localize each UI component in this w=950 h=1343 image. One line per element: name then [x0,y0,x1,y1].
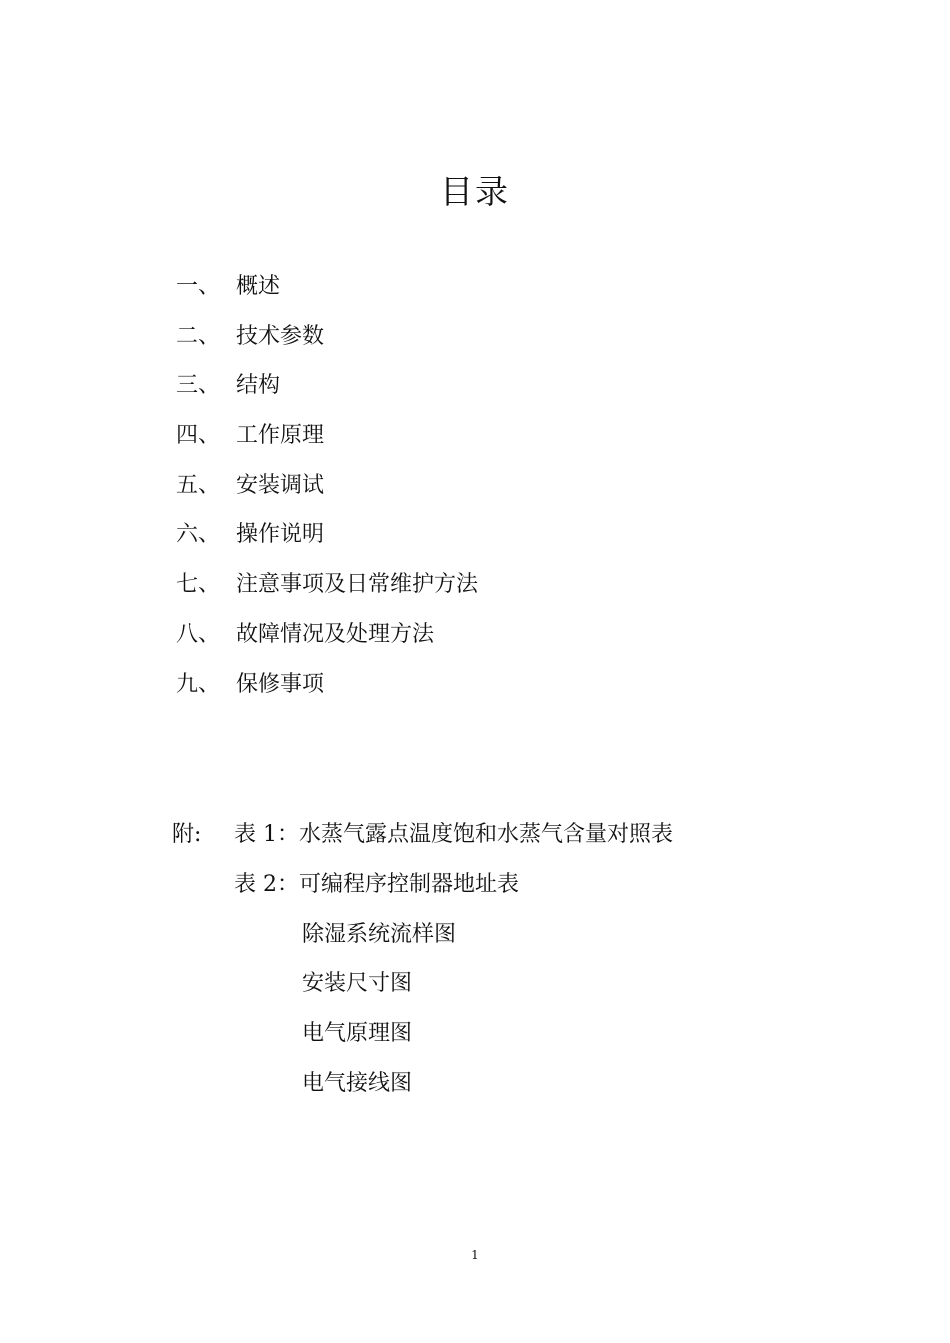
toc-item[interactable] [176,371,478,421]
toc-item-number: 六、 [176,522,221,548]
toc-item-label: 保修事项 [236,671,325,697]
appendix-item[interactable] [172,969,673,1019]
toc-item[interactable] [176,322,478,372]
appendix-item-label: 电气接线图 [302,1070,413,1096]
toc-item[interactable] [176,570,478,620]
toc-item[interactable] [176,421,478,471]
toc-item-label: 概述 [236,274,281,299]
toc-item-number: 二、 [176,323,221,349]
toc-item-label: 技术参数 [236,323,325,349]
page-number: 1 [471,1248,479,1262]
toc-item-number: 一、 [176,274,221,299]
toc-item-number: 三、 [176,373,221,399]
toc-item[interactable] [176,520,478,570]
toc-item[interactable] [176,670,478,720]
appendix-item-label: 表 1：水蒸气露点温度饱和水蒸气含量对照表 [234,822,673,847]
appendix-item-label: 表 2：可编程序控制器地址表 [234,871,519,897]
appendix-item[interactable] [172,920,673,970]
toc-item-label: 工作原理 [236,423,325,449]
appendix-item-label: 电气原理图 [302,1021,413,1047]
toc-item-number: 五、 [176,472,221,498]
toc-item-label: 安装调试 [236,472,325,498]
toc-item-label: 操作说明 [236,522,325,548]
appendix-item-label: 安装尺寸图 [302,971,413,997]
toc-item-label: 故障情况及处理方法 [236,621,435,647]
page-title: 目录 [440,172,510,211]
toc-item-number: 八、 [176,621,221,647]
appendix-prefix: 附: [172,822,202,847]
toc-item-number: 七、 [176,572,221,598]
toc-item-label: 结构 [236,373,281,399]
toc-item[interactable] [176,471,478,521]
appendix-item-label: 除湿系统流样图 [302,921,457,947]
toc-item-number: 四、 [176,423,221,449]
toc-item-label: 注意事项及日常维护方法 [236,572,479,598]
toc-item[interactable] [176,620,478,670]
appendix-item[interactable] [172,870,673,920]
appendix-item[interactable] [172,820,673,870]
table-of-contents [176,272,478,719]
toc-item[interactable] [176,272,478,322]
appendix-list [172,820,673,1119]
appendix-item[interactable] [172,1019,673,1069]
toc-item-number: 九、 [176,671,221,697]
appendix-item[interactable] [172,1069,673,1119]
